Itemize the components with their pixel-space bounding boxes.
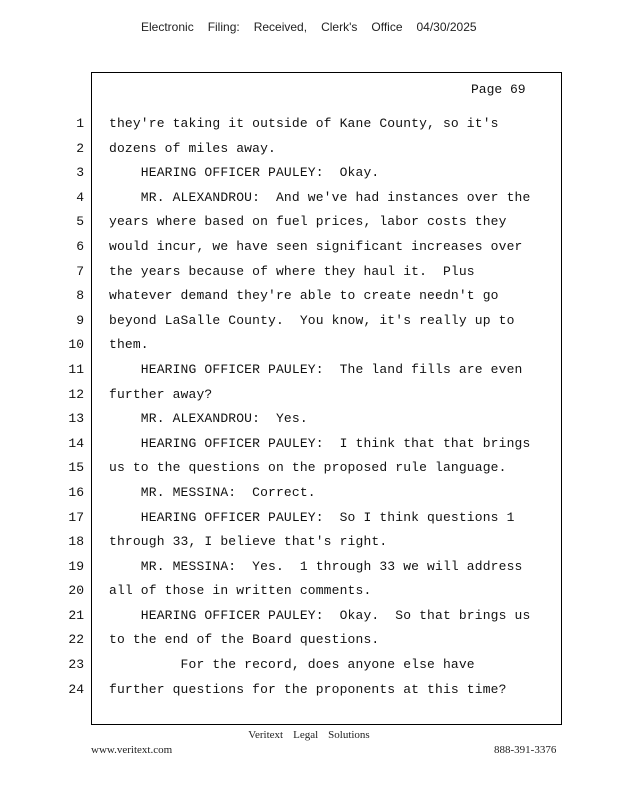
transcript-line: HEARING OFFICER PAULEY: So I think questions 1 (109, 509, 515, 525)
transcript-line: whatever demand they're able to create needn't go (109, 288, 499, 304)
transcript-line: dozens of miles away. (109, 140, 276, 156)
line-number: 6 (76, 238, 84, 254)
line-number: 15 (68, 460, 84, 476)
transcript-line: years where based on fuel prices, labor costs they (109, 214, 507, 230)
header-word: Office (371, 20, 403, 34)
transcript-line: through 33, I believe that's right. (109, 534, 388, 550)
line-number: 12 (68, 386, 84, 402)
transcript-line: For the record, does anyone else have (109, 657, 475, 673)
transcript-text (109, 112, 549, 702)
footer-brand-word: Legal (293, 729, 319, 741)
line-number: 5 (76, 214, 84, 230)
transcript-line: MR. ALEXANDROU: Yes. (109, 411, 308, 427)
transcript-line: beyond LaSalle County. You know, it's really up to (109, 312, 515, 328)
header-word: Received, (253, 20, 308, 34)
transcript-line: HEARING OFFICER PAULEY: Okay. (109, 165, 380, 181)
line-number: 24 (68, 681, 84, 697)
transcript-line: they're taking it outside of Kane County, so it's (109, 116, 499, 131)
page-number: Page 69 (471, 82, 526, 97)
line-number: 11 (68, 361, 84, 377)
transcript-line: us to the questions on the proposed rule language. (109, 460, 507, 476)
line-number: 13 (68, 411, 84, 427)
transcript-line: MR. MESSINA: Yes. 1 through 33 we will address (109, 558, 523, 574)
header-word: Electronic (141, 20, 194, 34)
line-number: 19 (68, 558, 84, 574)
line-number: 20 (68, 583, 84, 599)
line-number: 14 (68, 435, 84, 451)
footer-phone: 888-391-3376 (494, 744, 557, 756)
footer-brand-word: Solutions (328, 729, 370, 741)
transcript-line: to the end of the Board questions. (109, 632, 380, 648)
header-word: Clerk's (321, 20, 358, 34)
line-number: 4 (76, 189, 84, 205)
filing-stamp-header (141, 20, 491, 34)
line-number: 21 (68, 607, 84, 623)
line-number: 9 (76, 312, 84, 328)
transcript-line: HEARING OFFICER PAULEY: Okay. So that brings us (109, 607, 531, 623)
transcript-line: would incur, we have seen significant increases over (109, 238, 523, 254)
line-number: 3 (76, 165, 84, 181)
line-number: 1 (76, 116, 84, 131)
line-number: 7 (76, 263, 84, 279)
line-number-column (62, 112, 84, 702)
transcript-line: all of those in written comments. (109, 583, 372, 599)
line-number: 18 (68, 534, 84, 550)
transcript-line: MR. MESSINA: Correct. (109, 484, 316, 500)
footer-brand-word: Veritext (248, 729, 284, 741)
transcript-line: further away? (109, 386, 213, 402)
header-word: 04/30/2025 (416, 20, 477, 34)
transcript-line: the years because of where they haul it. Plus (109, 263, 475, 279)
line-number: 10 (68, 337, 84, 353)
line-number: 2 (76, 140, 84, 156)
line-number: 22 (68, 632, 84, 648)
transcript-line: HEARING OFFICER PAULEY: I think that that brings (109, 435, 531, 451)
transcript-line: MR. ALEXANDROU: And we've had instances over the (109, 189, 531, 205)
line-number: 17 (68, 509, 84, 525)
transcript-line: further questions for the proponents at this time? (109, 681, 507, 697)
header-word: Filing: (207, 20, 240, 34)
footer-brand (0, 729, 618, 741)
transcript-line: them. (109, 337, 149, 353)
line-number: 16 (68, 484, 84, 500)
line-number: 8 (76, 288, 84, 304)
line-number: 23 (68, 657, 84, 673)
footer-website: www.veritext.com (91, 744, 173, 756)
transcript-line: HEARING OFFICER PAULEY: The land fills are even (109, 361, 523, 377)
